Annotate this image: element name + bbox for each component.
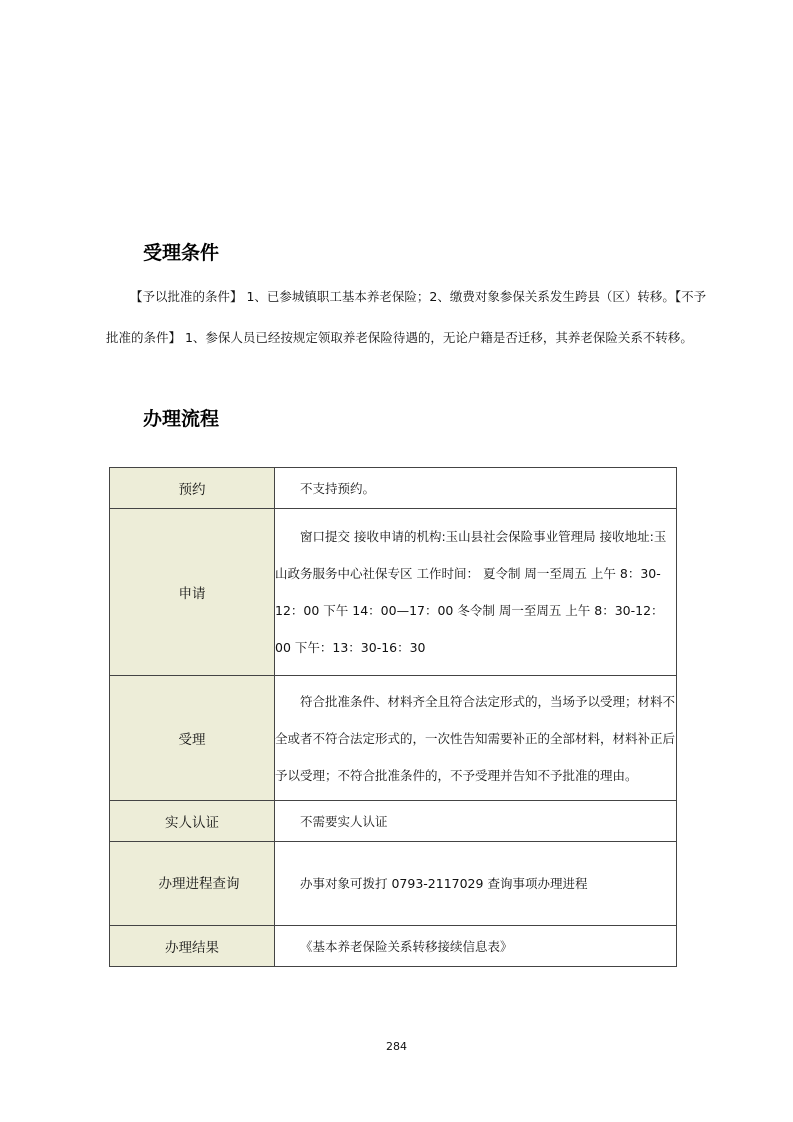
row-content-application xyxy=(275,509,677,676)
process-table xyxy=(109,467,677,967)
section-title-conditions: 受理条件 xyxy=(143,242,220,264)
row-text-result: 《基本养老保险关系转移接续信息表》 xyxy=(300,938,513,954)
table-row-identity-verification xyxy=(110,801,677,842)
row-text-progress-query: 办事对象可拨打 0793-2117029 查询事项办理进程 xyxy=(300,876,588,891)
table-row-progress-query xyxy=(110,842,677,926)
table-row-result xyxy=(110,926,677,967)
row-text-acceptance: 符合批准条件、材料齐全且符合法定形式的，当场予以受理；材料不全或者不符合法定形式的，一次性告知需要补正的全部材料，材料补正后予以受理；不符合批准条件的，不予受理并告知不予批准的理由。 xyxy=(275,693,676,783)
row-content-result xyxy=(275,926,677,967)
table-row-application xyxy=(110,509,677,676)
row-content-progress-query xyxy=(275,842,677,926)
page-number: 284 xyxy=(386,1040,407,1053)
row-text-appointment: 不支持预约。 xyxy=(300,480,376,496)
section-title-process: 办理流程 xyxy=(143,408,220,430)
table-row-acceptance xyxy=(110,676,677,801)
row-label-identity-verification: 实人认证 xyxy=(110,801,275,842)
row-label-result: 办理结果 xyxy=(110,926,275,967)
row-text-identity-verification: 不需要实人认证 xyxy=(300,813,388,829)
row-content-acceptance xyxy=(275,676,677,801)
table-row-appointment xyxy=(110,468,677,509)
row-content-identity-verification xyxy=(275,801,677,842)
row-text-application: 窗口提交 接收申请的机构:玉山县社会保险事业管理局 接收地址:玉山政务服务中心社保专区 工作时间： 夏令制 周一至周五 上午 8：30-12：00 下午 14：00—17：00 冬令制 周一至周五 上午 8：30-12：00 下午：13：30-16：30 xyxy=(275,529,667,655)
row-label-appointment: 预约 xyxy=(110,468,275,509)
conditions-text-line-2: 批准的条件】 1、参保人员已经按规定领取养老保险待遇的，无论户籍是否迁移，其养老保险关系不转移。 xyxy=(106,330,693,345)
row-label-application: 申请 xyxy=(110,509,275,676)
row-label-acceptance: 受理 xyxy=(110,676,275,801)
row-content-appointment xyxy=(275,468,677,509)
row-label-progress-query: 办理进程查询 xyxy=(110,842,275,926)
conditions-text-line-1: 【予以批准的条件】 1、已参城镇职工基本养老保险；2、缴费对象参保关系发生跨县（区）转移。【不予 xyxy=(130,289,707,304)
